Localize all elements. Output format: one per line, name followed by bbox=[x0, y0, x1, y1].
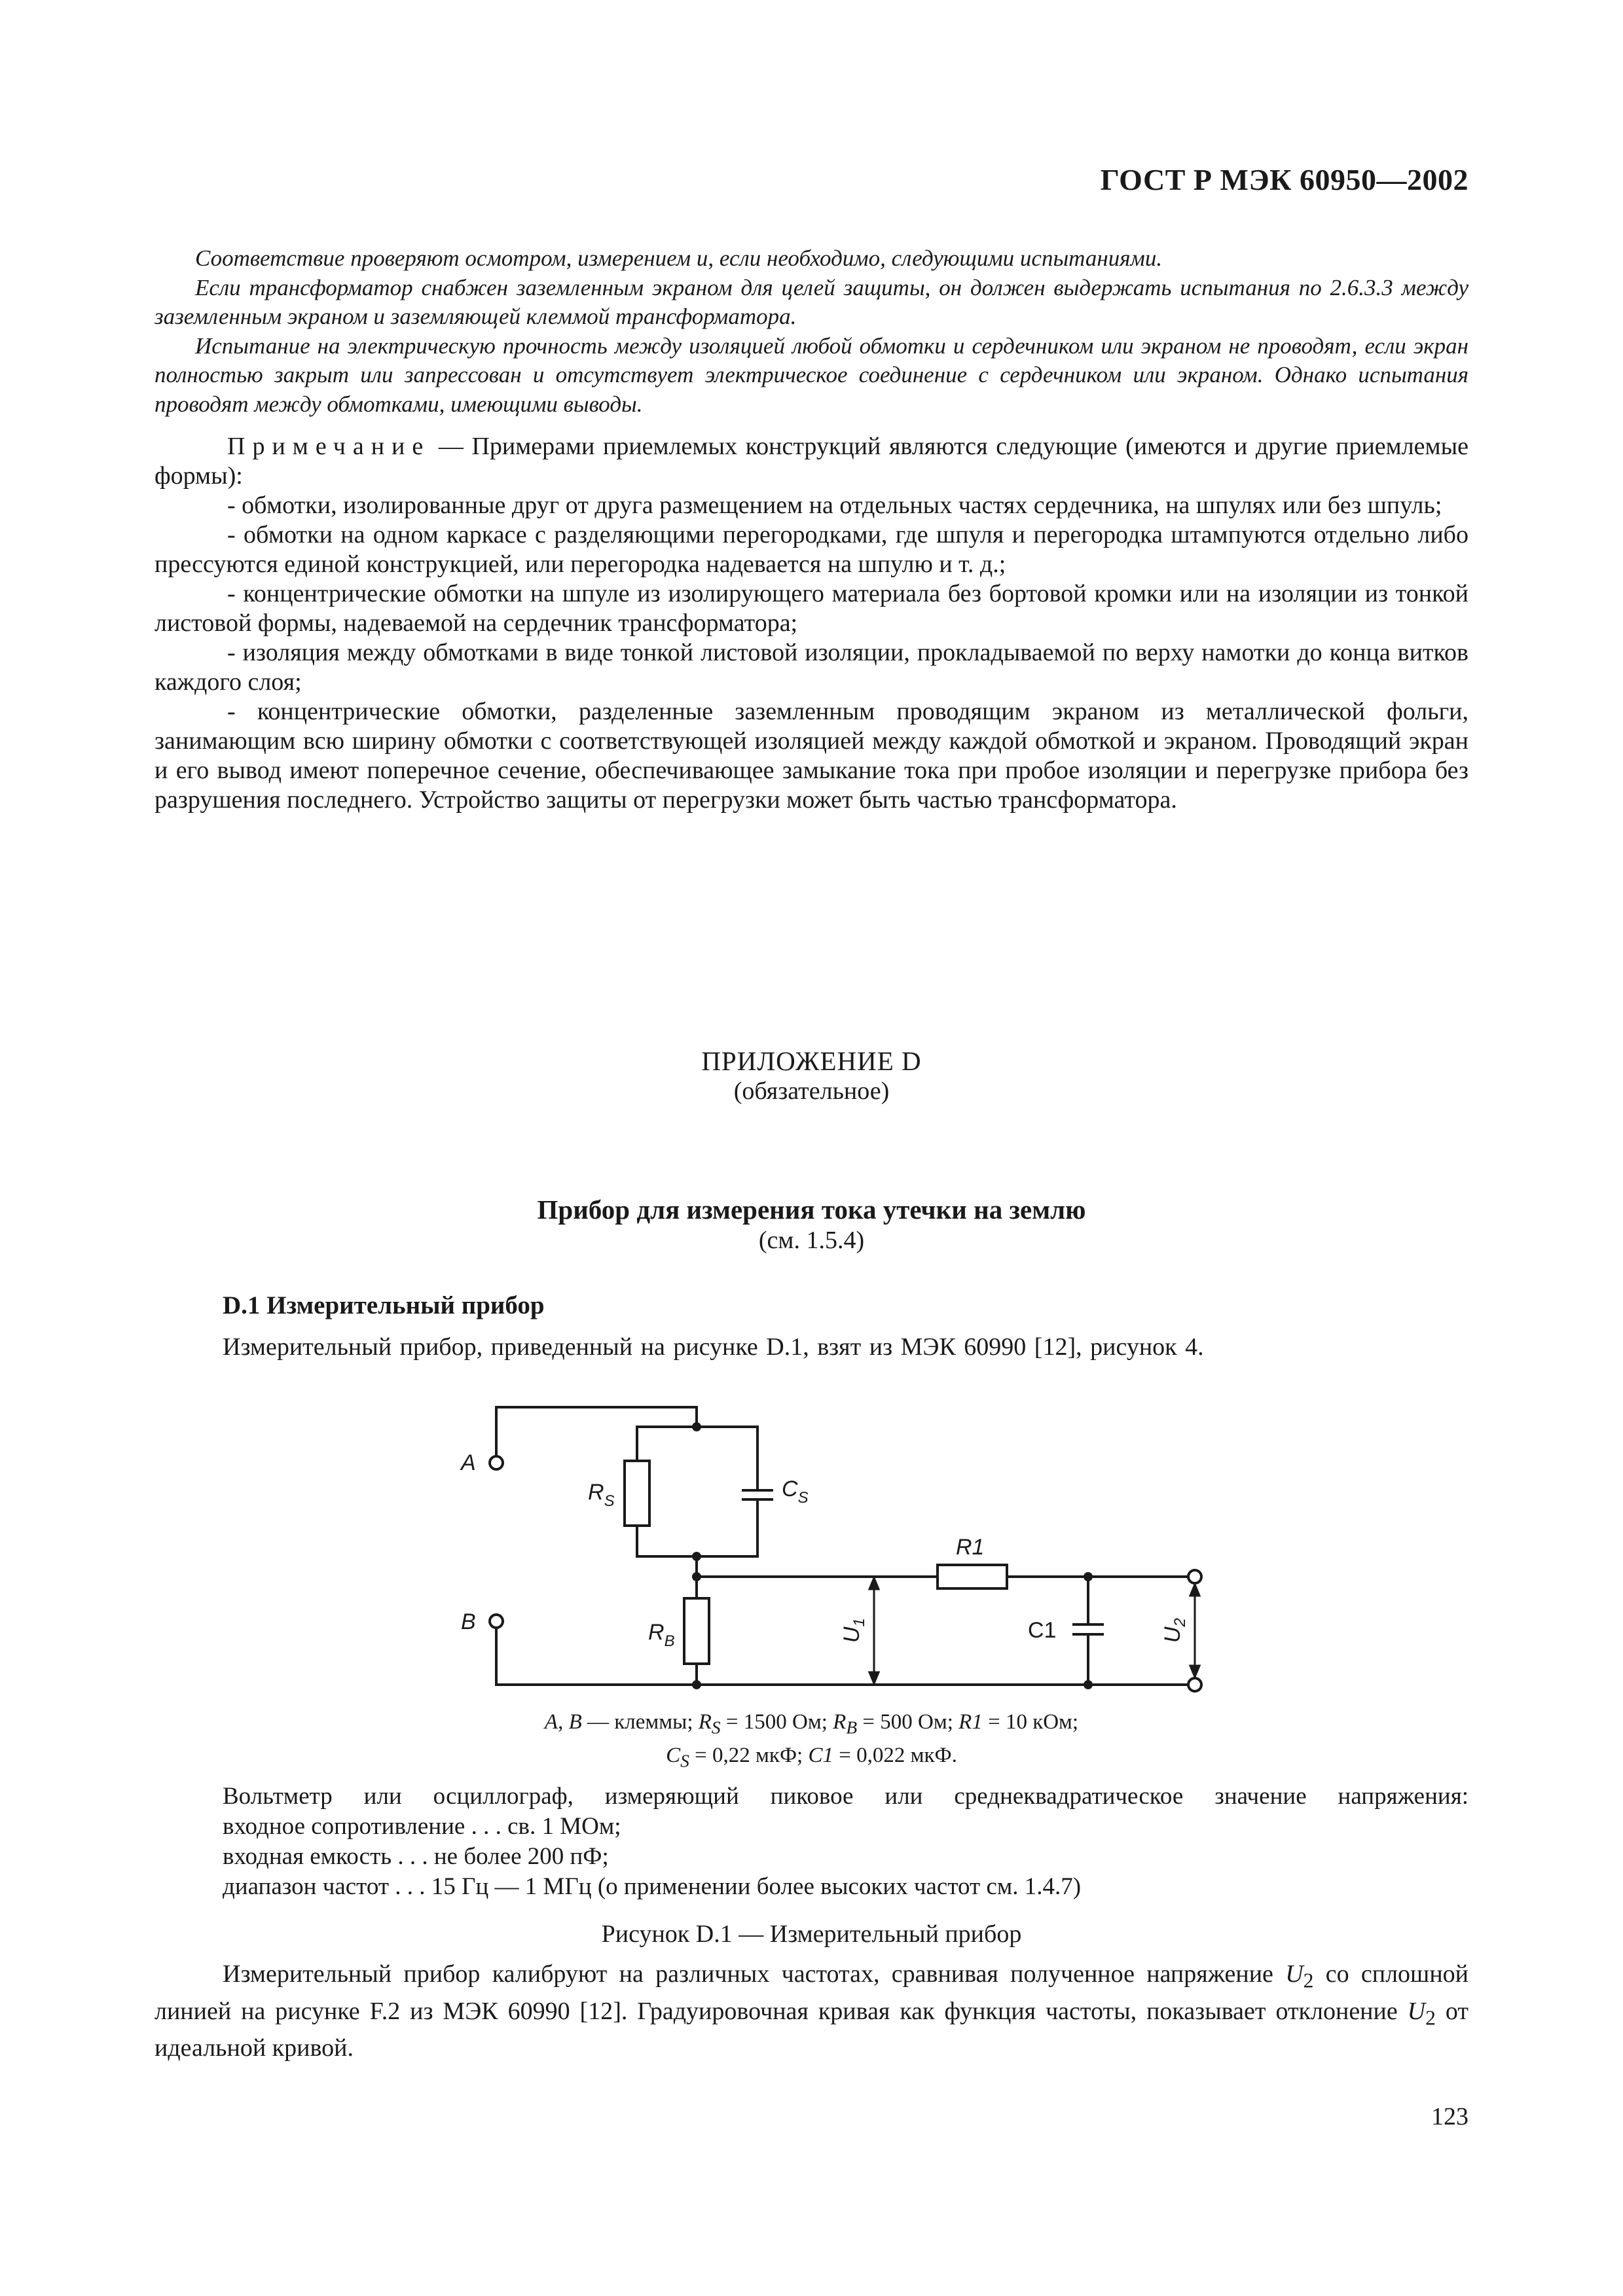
note-item: - обмотки на одном каркасе с разделяющими перегородками, где шпуля и перегородка штампуются отдельно либо прессуются единой конструкцией, или перегородка надевается на шпулю и т. д.; bbox=[155, 521, 1468, 578]
terminal-a bbox=[490, 1456, 503, 1469]
section-text: Измерительный прибор, приведенный на рисунке D.1, взят из МЭК 60990 [12], рисунок 4. bbox=[223, 1333, 1204, 1361]
resistor-rb bbox=[684, 1598, 709, 1664]
u1-arrowhead bbox=[869, 1578, 879, 1589]
label-c1: C1 bbox=[1028, 1618, 1057, 1643]
label-rs: $R_S$ bbox=[588, 1480, 615, 1510]
page-number: 123 bbox=[1431, 2103, 1468, 2130]
note-item: - обмотки, изолированные друг от друга размещением на отдельных частях сердечника, на шпулях или без шпуль; bbox=[227, 492, 1442, 519]
junction-dot bbox=[692, 1680, 701, 1689]
italic-paragraph: Соответствие проверяют осмотром, измерением и, если необходимо, следующими испытаниями. bbox=[195, 245, 1163, 271]
voltmeter-line: входная емкость . . . не более 200 пФ; bbox=[223, 1843, 609, 1870]
appendix-title: ПРИЛОЖЕНИЕ D bbox=[701, 1046, 922, 1076]
label-u1: $U_1$ bbox=[839, 1618, 868, 1643]
section-heading: D.1 Измерительный прибор bbox=[223, 1291, 545, 1319]
circuit-caption bbox=[155, 1708, 1468, 1774]
u2-arrowhead bbox=[1190, 1666, 1199, 1677]
caption-line-2: $C_S = 0,22$ мкФ; C1 = 0,022 мкФ. bbox=[666, 1743, 957, 1771]
junction-dot bbox=[1084, 1680, 1093, 1689]
label-rb: $R_B$ bbox=[648, 1620, 675, 1650]
junction-dot bbox=[692, 1422, 701, 1431]
note-item: - концентрические обмотки, разделенные заземленным проводящим экраном из металлической фольги, занимающим всю ширину обмотки с соответствующей изоляцией между каждой обмоткой и экраном. Проводящий экран и его вывод имеют поперечное сечение, обеспечивающее замыкание тока при пробое изоляции и перегрузке прибора без разрушения последнего. Устройство защиты от перегрузки может быть частью трансформатора. bbox=[155, 698, 1468, 814]
italic-paragraph: Испытание на электрическую прочность между изоляцией любой обмотки и сердечником или экраном не проводят, если экран полностью закрыт или запрессован и отсутствует электрическое соединение с сердечником или экраном. Однако испытания проводят между обмотками, имеющими выводы. bbox=[155, 332, 1468, 417]
note-item: - изоляция между обмотками в виде тонкой листовой изоляции, прокладываемой по верху намотки до конца витков каждого слоя; bbox=[155, 639, 1468, 696]
label-cs: $C_S$ bbox=[782, 1477, 809, 1507]
u2-arrowhead bbox=[1190, 1585, 1199, 1596]
junction-dot bbox=[692, 1572, 701, 1581]
resistor-rs bbox=[625, 1461, 649, 1526]
document-header: ГОСТ Р МЭК 60950—2002 bbox=[1100, 163, 1468, 196]
junction-dot bbox=[692, 1552, 701, 1561]
u1-arrowhead bbox=[869, 1672, 879, 1683]
voltmeter-spec bbox=[223, 1782, 1468, 1902]
junction-dot bbox=[1084, 1572, 1093, 1581]
italic-paragraph: Если трансформатор снабжен заземленным экраном для целей защиты, он должен выдержать испытания по 2.6.3.3 между заземленным экраном и заземляющей клеммой трансформатора. bbox=[155, 274, 1468, 329]
label-terminal-a: A bbox=[461, 1450, 476, 1475]
output-terminal-bottom bbox=[1188, 1678, 1201, 1691]
voltmeter-line: входное сопротивление . . . св. 1 МОм; bbox=[223, 1813, 621, 1840]
final-paragraph: Измерительный прибор калибруют на различных частотах, сравнивая полученное напряжение $U_2$ со сплошной линией на рисунке F.2 из МЭК 60990 [12]. Градуировочная кривая как функция частоты, показывает отклонение $U_2$ от идеальной кривой. bbox=[155, 1960, 1468, 2062]
note-label: Примечание bbox=[227, 433, 431, 460]
caption-line-1: A, B — клеммы; $R_S = 1500$ Ом; $R_B = 500$ Ом; R1 = 10 кОм; bbox=[544, 1710, 1079, 1738]
note-text: — Примерами приемлемых конструкций являются следующие (имеются и другие приемлемые формы): bbox=[155, 433, 1468, 490]
resistor-r1 bbox=[938, 1565, 1007, 1588]
figure-caption: Рисунок D.1 — Измерительный прибор bbox=[601, 1920, 1022, 1948]
main-title: Прибор для измерения тока утечки на землю bbox=[537, 1194, 1086, 1225]
note-item: - концентрические обмотки на шпуле из изолирующего материала без бортовой кромки или на изоляции из тонкой листовой формы, надеваемой на сердечник трансформатора; bbox=[155, 580, 1468, 637]
main-reference: (см. 1.5.4) bbox=[758, 1227, 865, 1254]
label-u2: $U_2$ bbox=[1160, 1618, 1189, 1643]
label-terminal-b: B bbox=[461, 1609, 476, 1634]
label-r1: R1 bbox=[956, 1535, 985, 1560]
voltmeter-line: Вольтметр или осциллограф, измеряющий пиковое или среднеквадратическое значение напряжения: bbox=[223, 1783, 1468, 1810]
voltmeter-line: диапазон частот . . . 15 Гц — 1 МГц (о применении более высоких частот см. 1.4.7) bbox=[223, 1873, 1082, 1900]
appendix-subtitle: (обязательное) bbox=[733, 1077, 890, 1105]
terminal-b bbox=[490, 1615, 503, 1628]
output-terminal-top bbox=[1188, 1570, 1201, 1583]
